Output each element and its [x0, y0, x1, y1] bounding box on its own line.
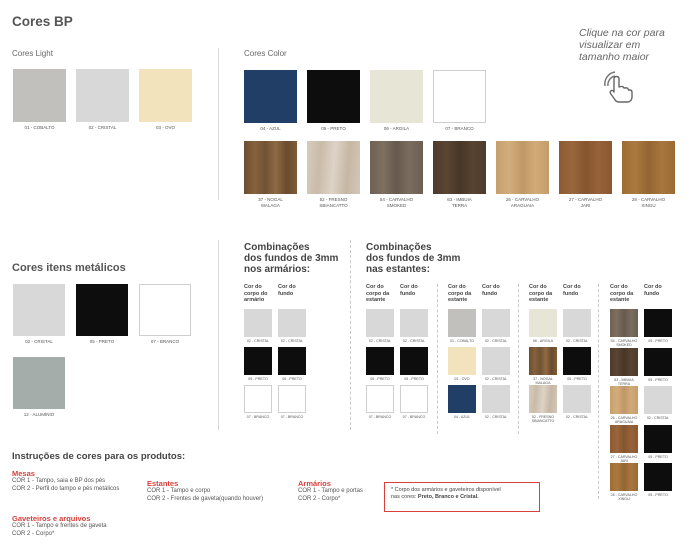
pair-label-line: 27 - CARVALHO: [610, 454, 638, 459]
armario-col-fundo-1: Cor do: [278, 284, 296, 290]
swatch-label: [367, 197, 427, 208]
swatch-label-line: SMOKED: [386, 202, 407, 208]
pair-swatch-07-branco[interactable]: [244, 385, 272, 413]
swatch-02-cristal[interactable]: [13, 284, 65, 336]
pair-swatch-37-nogal-malaga[interactable]: [529, 347, 557, 375]
pair-swatch-07-branco[interactable]: [278, 385, 306, 413]
divider-estantes-2: [518, 284, 519, 434]
swatch-label-line: 63 - IMBUIA: [447, 197, 472, 202]
pair-label: 07 - BRANCO: [246, 415, 270, 419]
swatch-label: [493, 197, 553, 208]
estante-col-corpo: [529, 284, 552, 304]
pair-swatch-02-cristal[interactable]: [644, 386, 672, 414]
swatch-label: 06 - ARGILA: [383, 126, 410, 131]
swatch-label-line: TERRA: [451, 202, 468, 208]
armario-col-corpo-3: armário: [244, 297, 265, 303]
pair-swatch-04-azul[interactable]: [448, 385, 476, 413]
swatch-label-line: 27 - CARVALHO: [568, 197, 603, 202]
swatch-63-imbuia-terra[interactable]: [433, 141, 486, 194]
pair-swatch-03-ovo[interactable]: [448, 347, 476, 375]
pair-swatch-07-branco[interactable]: [400, 385, 428, 413]
armario-col-fundo: [278, 284, 296, 297]
pair-label: [609, 455, 639, 463]
click-hint: [579, 27, 699, 63]
pair-label: [609, 339, 639, 347]
col-head-line: Cor do: [610, 284, 628, 290]
pair-label: 07 - BRANCO: [368, 415, 392, 419]
swatch-label: 02 - CRISTAL: [88, 125, 117, 130]
col-head-line: corpo da: [529, 290, 553, 297]
instructions-heading: Instruções de cores para os produtos:: [12, 451, 186, 462]
estante-col-corpo: [610, 284, 633, 304]
comb-armarios-heading-2: dos fundos de 3mm: [244, 253, 339, 264]
swatch-label: 05 - PRETO: [321, 126, 346, 131]
divider-estantes-1: [437, 284, 438, 434]
swatch-label-line: JARI: [580, 202, 591, 208]
pair-swatch-28-carvalho-xingu[interactable]: [610, 463, 638, 491]
divider-mid: [218, 240, 219, 430]
pair-label-line: JARI: [620, 458, 628, 463]
pair-label: 05 - PRETO: [248, 377, 268, 381]
divider-top: [218, 48, 219, 200]
swatch-07-branco[interactable]: [139, 284, 191, 336]
pointer-hand-icon: [602, 68, 636, 104]
light-heading: Cores Light: [12, 49, 53, 58]
swatch-label: [241, 197, 301, 208]
estante-col-fundo: [563, 284, 581, 297]
swatch-01-cobalto[interactable]: [13, 69, 66, 122]
pair-label: 05 - PRETO: [648, 493, 668, 497]
col-head-line: Cor do: [448, 284, 466, 290]
swatch-07-branco[interactable]: [433, 70, 486, 123]
swatch-05-preto[interactable]: [307, 70, 360, 123]
pair-label-line: 52 - FRESNO: [531, 415, 555, 419]
pair-swatch-02-cristal[interactable]: [278, 309, 306, 337]
swatch-04-azul[interactable]: [244, 70, 297, 123]
col-head-line: estante: [448, 297, 468, 303]
pair-label: 05 - PRETO: [404, 377, 424, 381]
swatch-27-carvalho-jari[interactable]: [559, 141, 612, 194]
pair-swatch-05-preto[interactable]: [563, 347, 591, 375]
pair-label-line: MALAGA: [535, 381, 551, 386]
comb-armarios-heading: [244, 242, 338, 275]
pair-label-line: 37 - NOGAL: [533, 377, 553, 381]
swatch-label: 03 - OVO: [155, 125, 175, 130]
swatch-label: [619, 197, 679, 208]
pair-swatch-05-preto[interactable]: [644, 348, 672, 376]
divider-estantes-3: [598, 284, 599, 499]
comb-estantes-heading-3: nas estantes:: [366, 264, 430, 275]
pair-swatch-02-cristal[interactable]: [366, 309, 394, 337]
swatch-label-line: MALAGA: [261, 202, 280, 208]
instr-armarios-line-2: COR 2 - Corpo*: [298, 495, 341, 502]
col-head-line: Cor do: [482, 284, 500, 290]
pair-swatch-02-cristal[interactable]: [482, 347, 510, 375]
col-head-line: fundo: [563, 290, 579, 297]
instr-mesas-line-1: COR 1 - Tampo, saia e BP dos pés: [12, 478, 106, 484]
pair-label: 02 - CRISTAL: [565, 415, 589, 419]
swatch-02-cristal[interactable]: [76, 69, 129, 122]
comb-estantes-heading-2: dos fundos de 3mm: [366, 253, 461, 264]
armario-col-corpo-2: corpo do: [244, 290, 268, 297]
pair-swatch-52-fresno-sbiancatto[interactable]: [529, 385, 557, 413]
pair-label: 03 - OVO: [454, 377, 470, 381]
estante-col-corpo: [366, 284, 389, 304]
swatch-label-line: 37 - NOGAL: [258, 197, 283, 202]
instr-armarios-title: Armários: [298, 479, 331, 488]
pair-label: 05 - PRETO: [648, 454, 668, 459]
pair-label: 02 - CRISTAL: [484, 415, 508, 419]
pair-label: [609, 378, 639, 386]
armario-col-fundo-2: fundo: [278, 290, 294, 297]
pair-label: 01 - COBALTO: [449, 339, 475, 343]
hint-line-2: visualizar em: [579, 39, 641, 51]
comb-armarios-heading-3: nos armários:: [244, 264, 311, 275]
pair-label: 05 - PRETO: [567, 377, 587, 381]
col-head-line: Cor do: [366, 284, 384, 290]
note-colors: Preto, Branco e Cristal.: [417, 494, 479, 500]
pair-swatch-05-preto[interactable]: [644, 309, 672, 337]
pair-swatch-06-argila[interactable]: [529, 309, 557, 337]
pair-swatch-26-carvalho-araguaia[interactable]: [610, 386, 638, 414]
pair-swatch-07-branco[interactable]: [366, 385, 394, 413]
pair-swatch-05-preto[interactable]: [644, 463, 672, 491]
comb-armarios-heading-1: Combinações: [244, 242, 310, 253]
pair-swatch-27-carvalho-jari[interactable]: [610, 425, 638, 453]
pair-label-line: XINGU: [618, 497, 630, 502]
swatch-label: 02 - CRISTAL: [25, 339, 53, 344]
instr-gaveteiros-line-1: COR 1 - Tampo e frentes de gaveta: [12, 523, 107, 529]
pair-label: 04 - AZUL: [453, 415, 471, 419]
swatch-label: 01 - COBALTO: [24, 125, 55, 130]
pair-swatch-05-preto[interactable]: [278, 347, 306, 375]
swatch-label-line: ARAGUAIA: [510, 202, 535, 208]
divider-dashed: [350, 240, 351, 430]
instr-estantes: [147, 479, 263, 503]
instr-armarios: [298, 479, 363, 503]
pair-label: 02 - CRISTAL: [402, 339, 426, 343]
instr-mesas-line-2: COR 2 - Perfil do tampo e pés metálicos: [12, 485, 120, 492]
swatch-52-fresno-sbiancatto[interactable]: [307, 141, 360, 194]
pair-swatch-05-preto[interactable]: [644, 425, 672, 453]
hint-line-3: tamanho maior: [579, 51, 650, 63]
swatch-label-line: SBIANCATTO: [319, 202, 348, 208]
instr-mesas-title: Mesas: [12, 469, 35, 478]
swatch-54-carvalho-smoked[interactable]: [370, 141, 423, 194]
instr-mesas: [12, 469, 119, 493]
col-head-line: fundo: [482, 290, 498, 297]
pair-label-line: TERRA: [617, 381, 631, 386]
swatch-label-line: 54 - CARVALHO: [379, 197, 414, 202]
pair-label: 02 - CRISTAL: [246, 339, 270, 343]
instr-gaveteiros: [12, 514, 107, 538]
pair-swatch-05-preto[interactable]: [400, 347, 428, 375]
pair-label: 02 - CRISTAL: [280, 339, 304, 343]
col-head-line: estante: [366, 297, 386, 303]
pair-label: 05 - PRETO: [648, 377, 668, 382]
swatch-label-line: 52 - FRESNO: [319, 197, 348, 202]
color-heading: Cores Color: [244, 49, 287, 58]
pair-label: 05 - PRETO: [648, 339, 668, 343]
swatch-06-argila[interactable]: [370, 70, 423, 123]
pair-swatch-54-carvalho-smoked[interactable]: [610, 309, 638, 337]
swatch-label: 07 - BRANCO: [150, 339, 180, 344]
col-head-line: Cor do: [644, 284, 662, 290]
swatch-05-preto[interactable]: [76, 284, 128, 336]
comb-estantes-heading: [366, 242, 460, 275]
armario-col-corpo: [244, 284, 268, 304]
swatch-label: [304, 197, 364, 208]
swatch-label-line: XINGU: [641, 202, 656, 208]
swatch-label: [556, 197, 616, 208]
pair-label-line: ARAGUAIA: [614, 420, 634, 425]
swatch-label: [430, 197, 490, 208]
pair-label: 02 - CRISTAL: [368, 339, 392, 343]
pair-swatch-02-cristal[interactable]: [482, 385, 510, 413]
swatch-label: 04 - AZUL: [260, 126, 281, 131]
col-head-line: Cor do: [400, 284, 418, 290]
comb-estantes-heading-1: Combinações: [366, 242, 432, 253]
swatch-label-line: 28 - CARVALHO: [631, 197, 666, 202]
col-head-line: estante: [610, 297, 630, 303]
col-head-line: corpo da: [610, 290, 634, 297]
pair-label-line: 28 - CARVALHO: [610, 493, 638, 497]
instr-estantes-title: Estantes: [147, 479, 179, 488]
instr-estantes-line-2: COR 2 - Frentes de gaveta(quando houver): [147, 495, 264, 502]
pair-label-line: 63 - IMBUIA: [614, 377, 634, 382]
pair-label-line: 26 - CARVALHO: [610, 416, 638, 420]
note-line-2-text: nas cores:: [391, 494, 418, 500]
col-head-line: fundo: [644, 290, 660, 297]
instr-gaveteiros-line-2: COR 2 - Corpo*: [12, 530, 55, 537]
estante-col-fundo: [482, 284, 500, 297]
pair-label-line: SBIANCATTO: [531, 419, 555, 424]
pair-label: 05 - PRETO: [282, 377, 302, 381]
pair-swatch-02-cristal[interactable]: [482, 309, 510, 337]
col-head-line: Cor do: [563, 284, 581, 290]
swatch-37-nogal-malaga[interactable]: [244, 141, 297, 194]
pair-swatch-05-preto[interactable]: [366, 347, 394, 375]
metal-heading: Cores itens metálicos: [12, 262, 126, 274]
swatch-label: 05 - PRETO: [89, 339, 115, 344]
pair-swatch-01-cobalto[interactable]: [448, 309, 476, 337]
availability-note: [384, 482, 540, 512]
armario-col-corpo-1: Cor do: [244, 284, 262, 290]
estante-col-fundo: [400, 284, 418, 297]
pair-label: 02 - CRISTAL: [484, 339, 508, 343]
pair-label: 02 - CRISTAL: [565, 339, 589, 343]
instr-armarios-line-1: COR 1 - Tampo e portas: [298, 488, 363, 494]
pair-label-line: 54 - CARVALHO: [610, 339, 638, 343]
pair-swatch-02-cristal[interactable]: [563, 385, 591, 413]
pair-label: [528, 415, 558, 423]
pair-label: 02 - CRISTAL: [484, 377, 508, 381]
estante-col-fundo: [644, 284, 662, 297]
note-line-2: [391, 494, 533, 501]
instr-gaveteiros-title: Gaveteiros e arquivos: [12, 514, 91, 523]
col-head-line: fundo: [400, 290, 416, 297]
swatch-28-carvalho-xingu[interactable]: [622, 141, 675, 194]
col-head-line: estante: [529, 297, 549, 303]
swatch-12-aluminio[interactable]: [13, 357, 65, 409]
swatch-label: 07 - BRANCO: [445, 126, 474, 131]
pair-swatch-02-cristal[interactable]: [563, 309, 591, 337]
note-line-1: * Corpo dos armários e gaveteiros disponível: [391, 487, 501, 493]
pair-label: 07 - BRANCO: [402, 415, 426, 419]
pair-swatch-02-cristal[interactable]: [400, 309, 428, 337]
pair-swatch-05-preto[interactable]: [244, 347, 272, 375]
pair-swatch-63-imbuia-terra[interactable]: [610, 348, 638, 376]
col-head-line: corpo da: [448, 290, 472, 297]
pair-label-line: SMOKED: [616, 343, 632, 348]
swatch-label: 12 - ALUMÍNIO: [23, 412, 55, 417]
pair-label: 05 - PRETO: [370, 377, 390, 381]
pair-label: 07 - BRANCO: [280, 415, 304, 419]
hint-line-1: Clique na cor para: [579, 27, 665, 39]
swatch-26-carvalho-araguaia[interactable]: [496, 141, 549, 194]
pair-label: 06 - ARGILA: [532, 339, 554, 343]
col-head-line: corpo da: [366, 290, 390, 297]
pair-label: [609, 416, 639, 424]
pair-label: 02 - CRISTAL: [646, 416, 670, 420]
swatch-03-ovo[interactable]: [139, 69, 192, 122]
estante-col-corpo: [448, 284, 471, 304]
col-head-line: Cor do: [529, 284, 547, 290]
pair-label: [609, 493, 639, 501]
page-title: Cores BP: [12, 14, 73, 29]
swatch-label-line: 26 - CARVALHO: [505, 197, 540, 202]
instr-estantes-line-1: COR 1 - Tampo e corpo: [147, 488, 211, 494]
pair-swatch-02-cristal[interactable]: [244, 309, 272, 337]
